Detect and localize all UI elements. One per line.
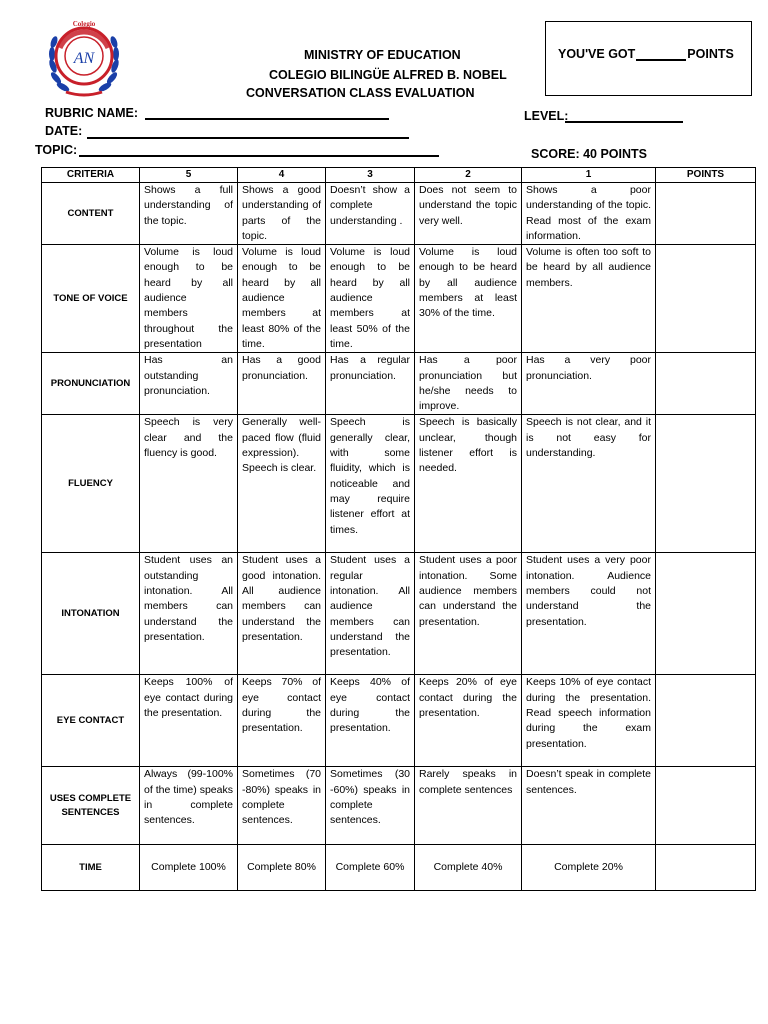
date-label: DATE: [45, 124, 83, 138]
topic-label: TOPIC: [35, 143, 78, 157]
svg-text:AN: AN [73, 50, 95, 67]
descriptor-cell: Generally well-paced flow (fluid expression). Speech is clear. [238, 415, 326, 553]
descriptor-cell: Has a good pronunciation. [238, 353, 326, 415]
descriptor-cell: Student uses a regular intonation. All audience members can understand the presentation. [326, 553, 415, 675]
evaluation-title: CONVERSATION CLASS EVALUATION [246, 86, 475, 100]
descriptor-cell: Rarely speaks in complete sentences [415, 767, 522, 845]
date-line[interactable] [87, 137, 409, 139]
descriptor-cell: Keeps 40% of eye contact during the presentation. [326, 675, 415, 767]
descriptor-cell: Shows a good understanding of parts of the topic. [238, 183, 326, 245]
descriptor-cell: Student uses a very poor intonation. Audience members could not understand the presentation. [522, 553, 656, 675]
ministry-title: MINISTRY OF EDUCATION [304, 48, 461, 62]
descriptor-cell: Complete 80% [238, 845, 326, 891]
descriptor-cell: Keeps 20% of eye contact during the presentation. [415, 675, 522, 767]
descriptor-cell: Sometimes (30 -60%) speaks in complete sentences. [326, 767, 415, 845]
col-header-3: 3 [326, 168, 415, 183]
criteria-cell: CONTENT [42, 183, 140, 245]
points-cell[interactable] [656, 353, 756, 415]
criteria-cell: USES COMPLETE SENTENCES [42, 767, 140, 845]
descriptor-cell: Complete 100% [140, 845, 238, 891]
table-row [42, 245, 756, 353]
descriptor-cell: Keeps 70% of eye contact during the presentation. [238, 675, 326, 767]
descriptor-cell: Speech is very clear and the fluency is good. [140, 415, 238, 553]
points-cell[interactable] [656, 845, 756, 891]
criteria-cell: EYE CONTACT [42, 675, 140, 767]
descriptor-cell: Complete 20% [522, 845, 656, 891]
table-row [42, 183, 756, 245]
col-header-points: POINTS [656, 168, 756, 183]
svg-text:Colegio: Colegio [72, 20, 96, 28]
points-cell[interactable] [656, 553, 756, 675]
school-name: COLEGIO BILINGÜE ALFRED B. NOBEL [269, 68, 507, 82]
level-line[interactable] [565, 121, 683, 123]
table-row [42, 767, 756, 845]
descriptor-cell: Does not seem to understand the topic very well. [415, 183, 522, 245]
col-header-4: 4 [238, 168, 326, 183]
descriptor-cell: Volume is loud enough to be heard by all audience members throughout the presentation [140, 245, 238, 353]
criteria-cell: FLUENCY [42, 415, 140, 553]
descriptor-cell: Has a poor pronunciation but he/she needs to improve. [415, 353, 522, 415]
descriptor-cell: Shows a poor understanding of the topic. Read most of the exam information. [522, 183, 656, 245]
descriptor-cell: Speech is basically unclear, though listener effort is needed. [415, 415, 522, 553]
descriptor-cell: Complete 40% [415, 845, 522, 891]
descriptor-cell: Always (99-100% of the time) speaks in complete sentences. [140, 767, 238, 845]
descriptor-cell: Keeps 100% of eye contact during the presentation. [140, 675, 238, 767]
points-box [545, 21, 752, 96]
descriptor-cell: Student uses an outstanding intonation. All members can understand the presentation. [140, 553, 238, 675]
descriptor-cell: Volume is loud enough to be heard by all audience members at least 50% of the time. [326, 245, 415, 353]
descriptor-cell: Complete 60% [326, 845, 415, 891]
points-cell[interactable] [656, 675, 756, 767]
descriptor-cell: Has a regular pronunciation. [326, 353, 415, 415]
rubric-name-line[interactable] [145, 118, 389, 120]
topic-line[interactable] [79, 155, 439, 157]
table-row [42, 675, 756, 767]
level-label: LEVEL: [524, 109, 569, 123]
points-blank[interactable] [636, 47, 686, 61]
points-cell[interactable] [656, 183, 756, 245]
descriptor-cell: Doesn’t speak in complete sentences. [522, 767, 656, 845]
table-row [42, 415, 756, 553]
criteria-cell: INTONATION [42, 553, 140, 675]
descriptor-cell: Keeps 10% of eye contact during the presentation. Read speech information during the exam presentation. [522, 675, 656, 767]
descriptor-cell: Speech is generally clear, with some fluidity, which is noticeable and may require listener effort at times. [326, 415, 415, 553]
descriptor-cell: Speech is not clear, and it is not easy for understanding. [522, 415, 656, 553]
header-row [42, 168, 756, 183]
table-row [42, 845, 756, 891]
descriptor-cell: Shows a full understanding of the topic. [140, 183, 238, 245]
points-cell[interactable] [656, 767, 756, 845]
total-score: SCORE: 40 POINTS [531, 147, 647, 161]
descriptor-cell: Doesn’t show a complete understanding . [326, 183, 415, 245]
table-row [42, 353, 756, 415]
points-prefix: YOU'VE GOT [558, 47, 636, 61]
col-header-5: 5 [140, 168, 238, 183]
criteria-cell: TIME [42, 845, 140, 891]
descriptor-cell: Sometimes (70 -80%) speaks in complete sentences. [238, 767, 326, 845]
points-cell[interactable] [656, 415, 756, 553]
descriptor-cell: Student uses a good intonation. All audience members can understand the presentation. [238, 553, 326, 675]
criteria-cell: TONE OF VOICE [42, 245, 140, 353]
descriptor-cell: Volume is often too soft to be heard by all audience members. [522, 245, 656, 353]
descriptor-cell: Has an outstanding pronunciation. [140, 353, 238, 415]
descriptor-cell: Student uses a poor intonation. Some audience members can understand the presentation. [415, 553, 522, 675]
col-header-1: 1 [522, 168, 656, 183]
descriptor-cell: Volume is loud enough to be heard by all audience members at least 80% of the time. [238, 245, 326, 353]
points-suffix: POINTS [687, 47, 734, 61]
criteria-cell: PRONUNCIATION [42, 353, 140, 415]
col-header-2: 2 [415, 168, 522, 183]
descriptor-cell: Has a very poor pronunciation. [522, 353, 656, 415]
points-cell[interactable] [656, 245, 756, 353]
col-header-criteria: CRITERIA [42, 168, 140, 183]
rubric-name-label: RUBRIC NAME: [45, 106, 139, 120]
school-logo [46, 14, 122, 98]
descriptor-cell: Volume is loud enough to be heard by all audience members at least 30% of the time. [415, 245, 522, 353]
rubric-table [41, 167, 756, 891]
table-row [42, 553, 756, 675]
